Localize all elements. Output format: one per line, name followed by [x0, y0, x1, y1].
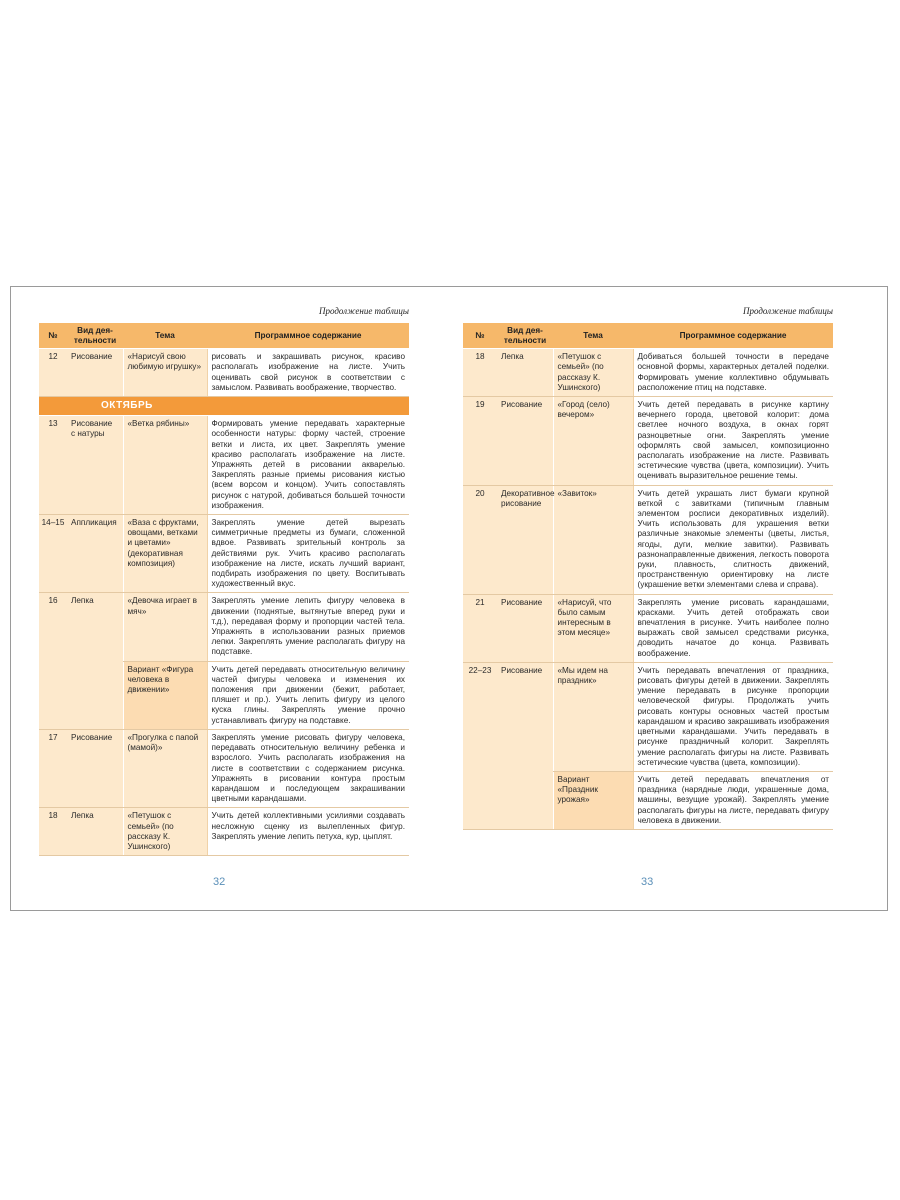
table-row: [463, 485, 833, 594]
row-content: Учить детей коллективными усилиями создавать несложную сценку из вылепленных фигур. Закреплять умение лепить петуха, кур, цыплят.: [207, 808, 409, 856]
book-spread: [10, 286, 888, 911]
right-page: [463, 287, 833, 910]
row-activity: Лепка: [67, 593, 123, 729]
table-row: [39, 515, 409, 593]
row-content: Учить передавать впечатления от праздника, рисовать фигуры детей в движении. Закреплять умение передавать в рисунке пропорции человеческой фигуры. Продолжать учить рисовать контуры основных частей простым карандашом и красиво закрашивать изображения цветными карандашами. Учить передавать в рисунке праздничный колорит. Закреплять умение располагать фигуры на листе. Развивать эстетические чувства (цвета, композиции).: [633, 662, 833, 771]
header-number: №: [39, 323, 67, 349]
row-topic: «Завиток»: [553, 485, 633, 594]
row-activity: Рисование: [497, 397, 553, 486]
table-row: [463, 397, 833, 486]
row-number: 13: [39, 416, 67, 515]
table-row: [39, 729, 409, 807]
row-number: 14–15: [39, 515, 67, 593]
row-content: Закреплять умение лепить фигуру человека в движении (поднятые, вытянутые вперед руки и т.д.), передавая форму и пропорции частей тела. Упражнять в использовании разных приемов лепки. Закреплять умение располагать фигуру на подставке.: [207, 593, 409, 661]
row-number: 21: [463, 594, 497, 662]
row-number: 18: [39, 808, 67, 856]
row-content: Формировать умение передавать характерные особенности натуры: форму частей, строение ветки и листа, их цвет. Закреплять умение красиво располагать изображение на листе. Упражнять детей в рисовании акварелью. Закреплять разные приемы рисования кистью (всем ворсом и концом). Учить сопоставлять рисунок с натурой, добиваться большей точности изображения.: [207, 416, 409, 515]
row-content: Учить детей передавать в рисунке картину вечернего города, цветовой колорит: дома светлее ночного воздуха, в окнах горят разноцветные огни. Закреплять умение оформлять свой замысел, композиционно располагать изображение на листе. Развивать эстетические чувства (цвета, композиции). Учить оценивать выразительное решение темы.: [633, 397, 833, 486]
header-topic: Тема: [553, 323, 633, 349]
lesson-table: [39, 323, 409, 856]
left-page: [39, 287, 409, 910]
header-content: Программное содержание: [633, 323, 833, 349]
row-activity: Рисование: [497, 662, 553, 829]
row-activity: Лепка: [497, 349, 553, 397]
row-number: 16: [39, 593, 67, 729]
row-content: Учить детей украшать лист бумаги крупной веткой с завитками (типичным главным элементом росписи декоративных изделий). Учить использовать для украшения ветки различные знакомые элементы (цветы, листья, ягоды, дуги, мелкие завитки). Развивать разнонаправленные движения, легкость поворота руки, плавность, слитность движений, пространственную ориентировку на листе (украшение ветки элементами слева и справа).: [633, 485, 833, 594]
header-topic: Тема: [123, 323, 207, 349]
row-content: Закреплять умение рисовать фигуру человека, передавать относительную величину ребенка и взрослого. Учить располагать изображения на листе в соответствии с содержанием рисунка. Упражнять в рисовании контура простым карандашом и последующем закрашивании цветными карандашами.: [207, 729, 409, 807]
row-topic: «Петушок с семьей» (по рассказу К. Ушинского): [553, 349, 633, 397]
row-topic: «Город (село) вечером»: [553, 397, 633, 486]
variant-topic: Вариант «Праздник урожая»: [553, 771, 633, 829]
continuation-label: Продолжение таблицы: [318, 306, 409, 316]
row-content: рисовать и закрашивать рисунок, красиво располагать изображение на листе. Учить оценивать свой рисунок в соответствии с замыслом. Развивать воображение, творчество.: [207, 349, 409, 397]
continuation-label: Продолжение таблицы: [742, 306, 833, 316]
page-number: 33: [641, 876, 654, 888]
header-content: Программное содержание: [207, 323, 409, 349]
row-topic: «Нарисуй, что было самым интересным в этом месяце»: [553, 594, 633, 662]
header-activity: Вид дея-тельности: [67, 323, 123, 349]
row-activity: Декоративное рисование: [497, 485, 553, 594]
row-topic: «Ваза с фруктами, овощами, ветками и цветами» (декоративная композиция): [123, 515, 207, 593]
table-row: [463, 594, 833, 662]
row-content: Закреплять умение рисовать карандашами, красками. Учить детей отображать свои впечатления в рисунке. Учить наиболее полно выражать свой замысел средствами рисунка, доводить начатое до конца. Развивать воображение.: [633, 594, 833, 662]
row-activity: Рисование: [67, 349, 123, 397]
table-row: [39, 349, 409, 397]
row-topic: «Ветка рябины»: [123, 416, 207, 515]
table-row: [463, 662, 833, 771]
variant-content: Учить детей передавать относительную величину частей фигуры человека и изменения их положения при движении (бежит, работает, пляшет и пр.). Учить лепить фигуру из целого куска глины. Закреплять умение прочно устанавливать фигуру на подставке.: [207, 661, 409, 729]
row-number: 18: [463, 349, 497, 397]
month-label: ОКТЯБРЬ: [39, 397, 409, 416]
row-number: 22–23: [463, 662, 497, 829]
row-content: Закреплять умение детей вырезать симметричные предметы из бумаги, сложенной вдвое. Развивать зрительный контроль за действиями рук. Учить красиво располагать изображение на листе, искать лучший вариант, подбирать изображения по цвету. Воспитывать художественный вкус.: [207, 515, 409, 593]
header-activity: Вид дея-тельности: [497, 323, 553, 349]
row-activity: Лепка: [67, 808, 123, 856]
row-topic: «Мы идем на праздник»: [553, 662, 633, 771]
table-row: [463, 349, 833, 397]
page-number: 32: [213, 876, 226, 888]
row-number: 17: [39, 729, 67, 807]
row-number: 12: [39, 349, 67, 397]
row-content: Добиваться большей точности в передаче основной формы, характерных деталей поделки. Формировать умение коллективно обдумывать расположение птиц на подставке.: [633, 349, 833, 397]
row-topic: «Прогулка с папой (мамой)»: [123, 729, 207, 807]
table-header: [463, 323, 833, 349]
month-divider: [39, 397, 409, 416]
row-number: 19: [463, 397, 497, 486]
table-header: [39, 323, 409, 349]
row-activity: Рисование с натуры: [67, 416, 123, 515]
lesson-table: [463, 323, 833, 830]
header-number: №: [463, 323, 497, 349]
row-topic: «Нарисуй свою любимую игрушку»: [123, 349, 207, 397]
row-activity: Аппликация: [67, 515, 123, 593]
row-number: 20: [463, 485, 497, 594]
row-topic: «Петушок с семьей» (по рассказу К. Ушинского): [123, 808, 207, 856]
variant-content: Учить детей передавать впечатления от праздника (нарядные люди, украшенные дома, машины, везущие урожай). Закреплять умение располагать фигуры на листе, передавать фигуру человека в движении.: [633, 771, 833, 829]
row-activity: Рисование: [497, 594, 553, 662]
table-row: [39, 593, 409, 661]
row-topic: «Девочка играет в мяч»: [123, 593, 207, 661]
row-activity: Рисование: [67, 729, 123, 807]
table-row: [39, 808, 409, 856]
variant-topic: Вариант «Фигура человека в движении»: [123, 661, 207, 729]
table-row: [39, 416, 409, 515]
